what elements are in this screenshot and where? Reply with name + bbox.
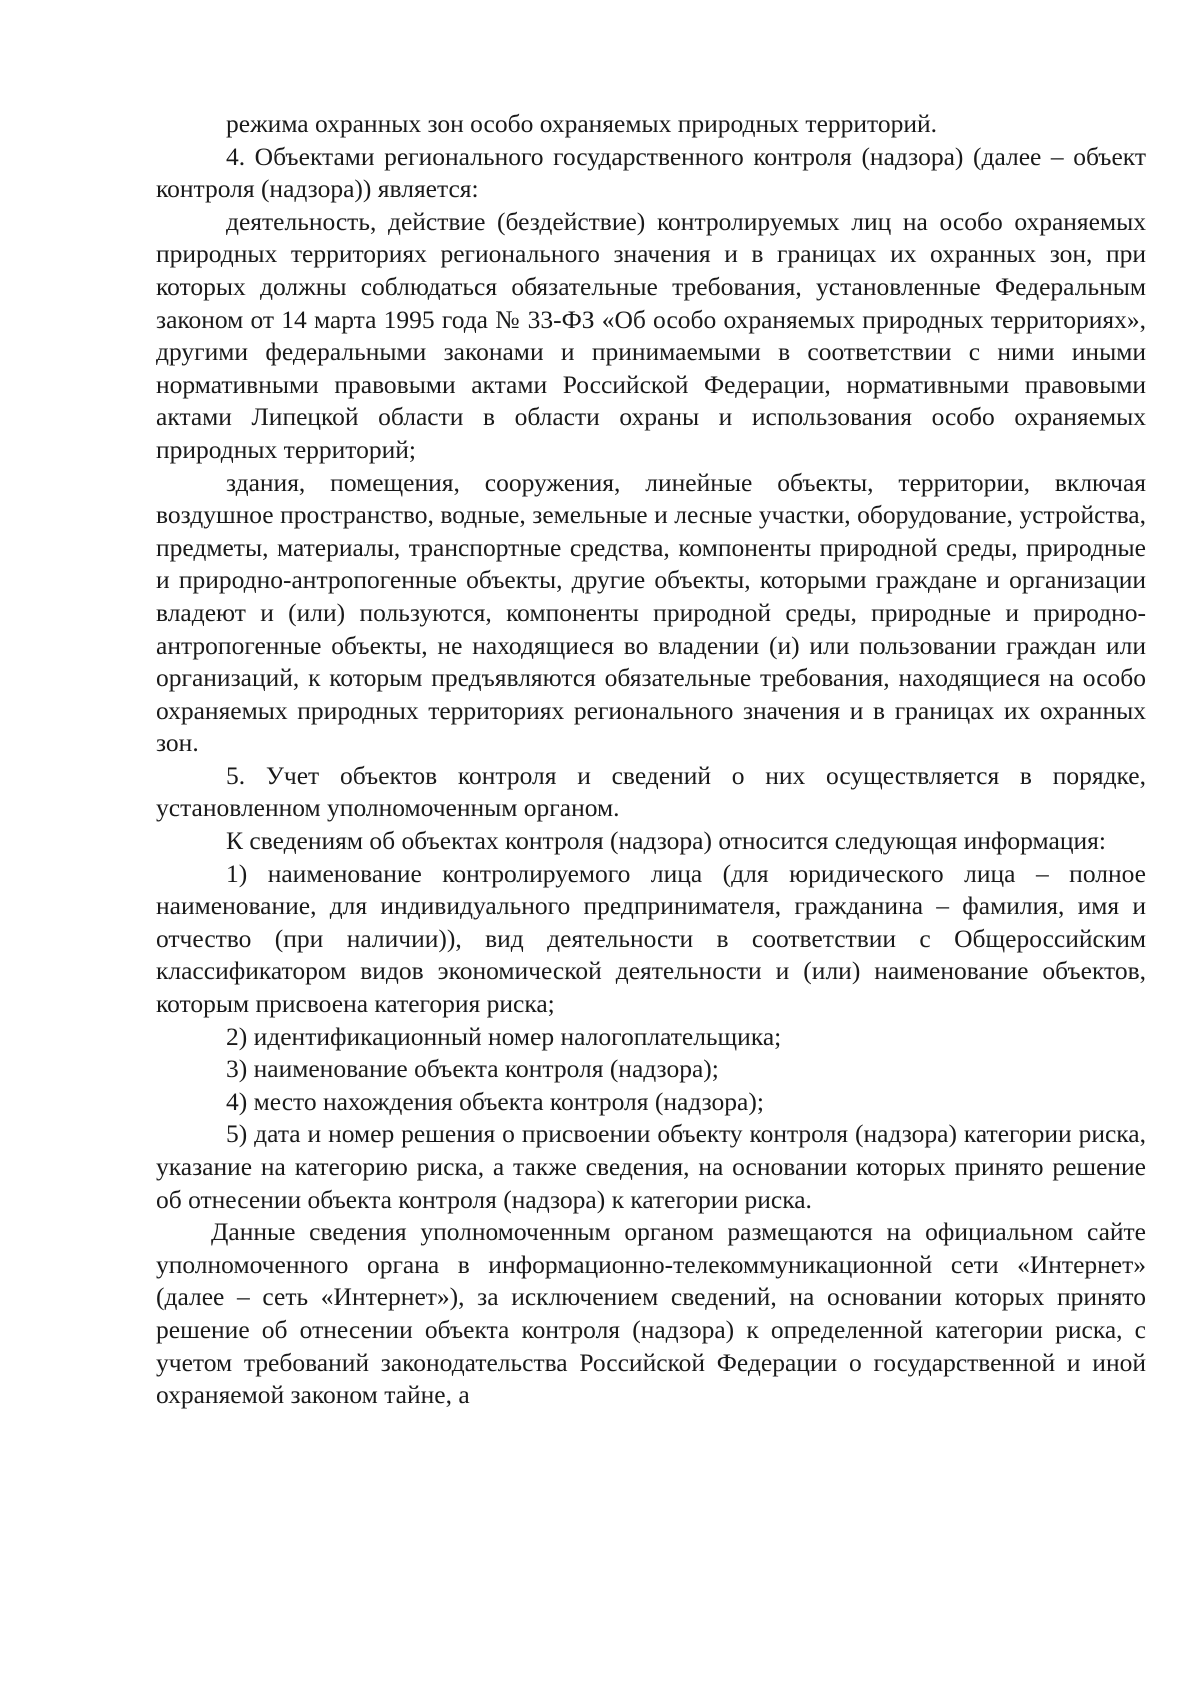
paragraph-info-intro: К сведениям об объектах контроля (надзора) относится следующая информация: — [226, 826, 1106, 856]
paragraph-subitem-5: 5) дата и номер решения о присвоении объекту контроля (надзора) категории риска, указание на категорию риска, а также сведения, на основании которых принято решение об отнесении объекта контроля (надзора) к категории риска. — [156, 1119, 1146, 1214]
paragraph-item-4: 4. Объектами регионального государственного контроля (надзора) (далее – объект контроля (надзора)) является: — [156, 141, 1146, 204]
paragraph-publication: Данные сведения уполномоченным органом размещаются на официальном сайте уполномоченного органа в информационно-телекоммуникационной сети «Интернет» (далее – сеть «Интернет»), за исключением сведений, на основании которых принято решение об отнесении объекта контроля (надзора) к определенной категории риска, с учетом требований законодательства Российской Федерации о государственной и иной охраняемой законом тайне, а — [156, 1217, 1146, 1410]
paragraph-regime-continuation: режима охранных зон особо охраняемых природных территорий. — [226, 109, 938, 138]
paragraph-subitem-3: 3) наименование объекта контроля (надзора); — [226, 1054, 719, 1084]
paragraph-buildings: здания, помещения, сооружения, линейные объекты, территории, включая воздушное пространство, водные, земельные и лесные участки, оборудование, устройства, предметы, материалы, транспортные средства, компоненты природной среды, природные и природно-антропогенные объекты, другие объекты, которыми граждане и организации владеют и (или) пользуются, компоненты природной среды, природные и природно-антропогенные объекты, не находящиеся во владении (и) или пользовании граждан или организаций, к которым предъявляются обязательные требования, находящиеся на особо охраняемых природных территориях регионального значения и в границах их охранных зон. — [156, 467, 1146, 758]
paragraph-subitem-1: 1) наименование контролируемого лица (для юридического лица – полное наименование, для индивидуального предпринимателя, гражданина – фамилия, имя и отчество (при наличии)), вид деятельности в соответствии с Общероссийским классификатором видов экономической деятельности и (или) наименование объектов, которым присвоена категория риска; — [156, 858, 1146, 1019]
paragraph-subitem-4: 4) место нахождения объекта контроля (надзора); — [226, 1086, 764, 1116]
paragraph-activity: деятельность, действие (бездействие) контролируемых лиц на особо охраняемых природных территориях регионального значения и в границах их охранных зон, при которых должны соблюдаться обязательные требования, установленные Федеральным законом от 14 марта 1995 года № 33-ФЗ «Об особо охраняемых природных территориях», другими федеральными законами и принимаемыми в соответствии с ними иными нормативными правовыми актами Российской Федерации, нормативными правовыми актами Липецкой области в области охраны и использования особо охраняемых природных территорий; — [156, 206, 1146, 464]
paragraph-subitem-2: 2) идентификационный номер налогоплательщика; — [226, 1021, 782, 1051]
paragraph-item-5: 5. Учет объектов контроля и сведений о них осуществляется в порядке, установленном уполномоченным органом. — [156, 760, 1146, 823]
document-page — [156, 108, 1146, 1412]
